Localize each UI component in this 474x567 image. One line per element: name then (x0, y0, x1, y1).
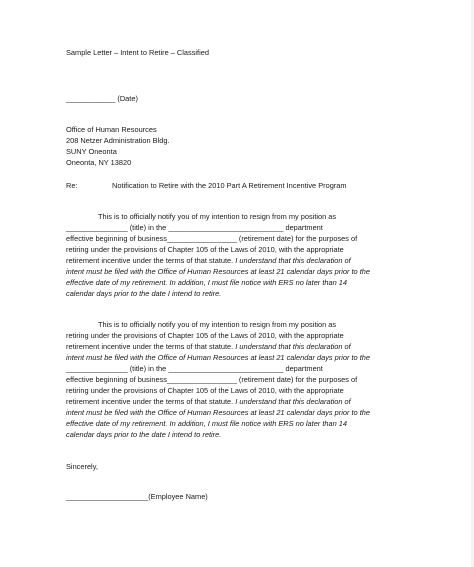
p1-line-1: This is to officially notify you of my intention to resign from my position as (98, 212, 337, 221)
p2-line-4-italic: intent must be filed with the Office of Human Resources at least 21 calendar days prior to the (66, 353, 370, 362)
p2-line-2: retiring under the provisions of Chapter 105 of the Laws of 2010, with the appropriate (66, 331, 344, 340)
re-label: Re: (66, 181, 78, 190)
p1-line-8 (66, 289, 221, 298)
p2-line-11 (66, 430, 221, 439)
p1-line-7 (66, 278, 347, 287)
p2-line-3-plain: retirement incentive under the terms of that statute. (66, 342, 236, 351)
p1-line-5-italic: I understand that this declaration of (235, 256, 351, 265)
p2-line-6: effective beginning of business_________________ (retirement date) for the purposes of (66, 375, 358, 384)
p1-line-7-italic: effective date of my retirement. In addition, I must file notice with ERS no later than 14 (66, 278, 347, 287)
p1-line-6-italic: intent must be filed with the Office of Human Resources at least 21 calendar days prior to the (66, 267, 370, 276)
p1-line-4: retiring under the provisions of Chapter 105 of the Laws of 2010, with the appropriate (66, 245, 344, 254)
p1-line-5-plain: retirement incentive under the terms of that statute. (66, 256, 236, 265)
p2-line-9-italic: intent must be filed with the Office of Human Resources at least 21 calendar days prior to the (66, 408, 370, 417)
address-line-4: Oneonta, NY 13820 (66, 158, 132, 167)
p2-line-1: This is to officially notify you of my intention to resign from my position as (98, 320, 337, 329)
letter-heading: Sample Letter – Intent to Retire – Classified (66, 48, 209, 57)
re-subject: Notification to Retire with the 2010 Part A Retirement Incentive Program (112, 181, 347, 190)
address-line-2: 208 Netzer Administration Bldg. (66, 136, 170, 145)
p2-line-7: retiring under the provisions of Chapter 105 of the Laws of 2010, with the appropriate (66, 386, 344, 395)
p1-line-6 (66, 267, 370, 276)
p2-line-3 (66, 342, 351, 351)
p2-line-5: _______________ (title) in the ____________________________ department (66, 364, 323, 373)
p2-line-3-italic: I understand that this declaration of (235, 342, 351, 351)
p2-line-8-italic: I understand that this declaration of (235, 397, 351, 406)
p2-line-10-italic: effective date of my retirement. In addition, I must file notice with ERS no later than 14 (66, 419, 347, 428)
p1-line-8-italic: calendar days prior to the date I intend to retire. (66, 289, 222, 298)
p1-line-5 (66, 256, 351, 265)
p2-line-4 (66, 353, 370, 362)
p2-line-11-italic: calendar days prior to the date I intend to retire. (66, 430, 222, 439)
address-line-3: SUNY Oneonta (66, 147, 117, 156)
p2-line-8-plain: retirement incentive under the terms of that statute. (66, 397, 236, 406)
p2-line-10 (66, 419, 347, 428)
address-line-1: Office of Human Resources (66, 125, 157, 134)
p2-line-9 (66, 408, 370, 417)
p2-line-8 (66, 397, 351, 406)
signature-line: ____________________(Employee Name) (66, 492, 208, 501)
p1-line-2: _______________ (title) in the ____________________________ department (66, 223, 323, 232)
date-line: ____________ (Date) (66, 94, 138, 103)
p1-line-3: effective beginning of business_________________ (retirement date) for the purposes of (66, 234, 358, 243)
closing: Sincerely, (66, 462, 98, 471)
